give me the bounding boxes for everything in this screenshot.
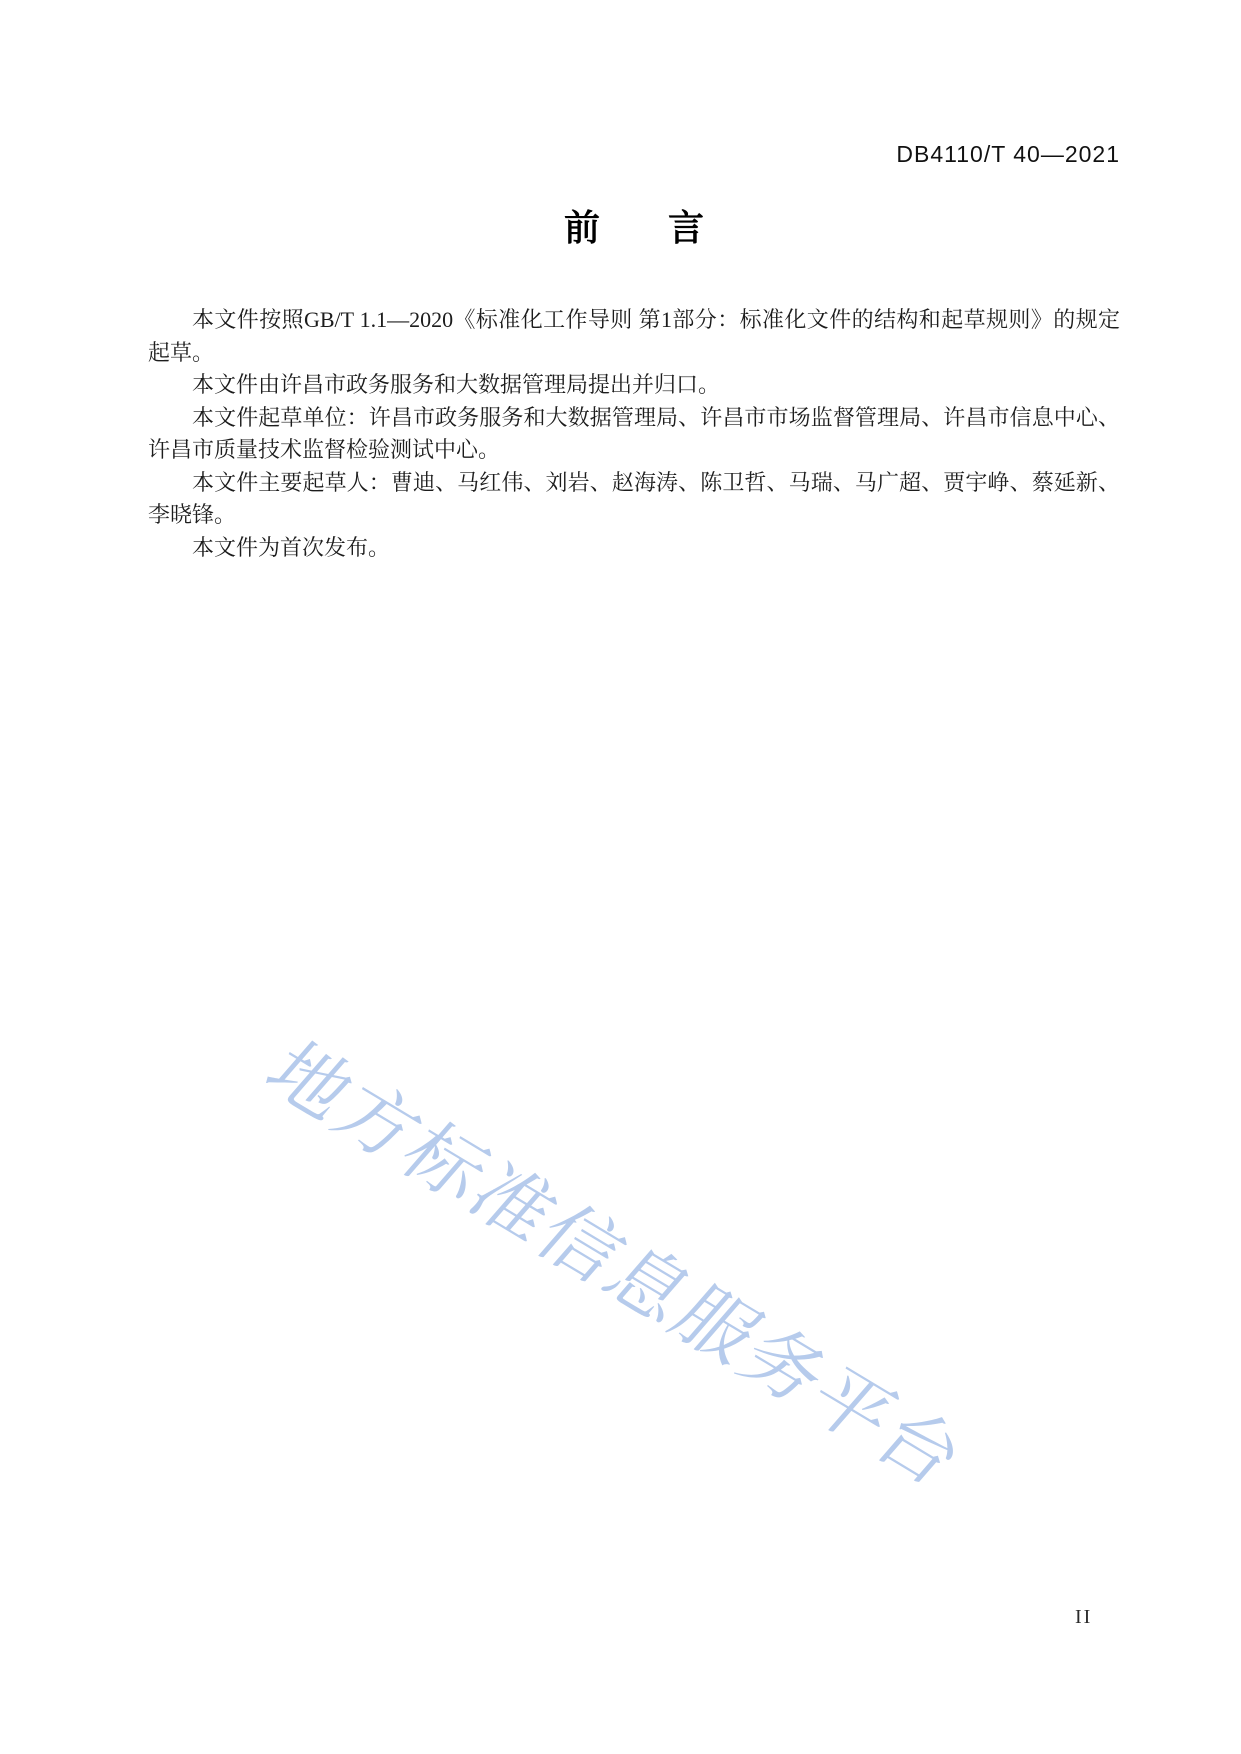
foreword-body: [148, 304, 1120, 564]
standard-code-header: DB4110/T 40—2021: [896, 141, 1120, 167]
foreword-paragraph-main-drafters: 本文件主要起草人：曹迪、马红伟、刘岩、赵海涛、陈卫哲、马瑞、马广超、贾宇峥、蔡延新、李晓锋。: [148, 469, 1120, 527]
foreword-paragraph-first-publication: 本文件为首次发布。: [192, 534, 391, 560]
foreword-paragraph-drafting-rules: 本文件按照GB/T 1.1—2020《标准化工作导则 第1部分：标准化文件的结构和起草规则》的规定起草。: [148, 307, 1120, 365]
page-number: II: [1075, 1606, 1093, 1628]
foreword-title: 前 言: [563, 207, 704, 248]
platform-watermark: 地方标准信息服务平台: [248, 1030, 982, 1502]
foreword-paragraph-proposer: 本文件由许昌市政务服务和大数据管理局提出并归口。: [192, 372, 721, 397]
foreword-paragraph-drafting-organizations: 本文件起草单位：许昌市政务服务和大数据管理局、许昌市市场监督管理局、许昌市信息中心、许昌市质量技术监督检验测试中心。: [148, 404, 1120, 462]
